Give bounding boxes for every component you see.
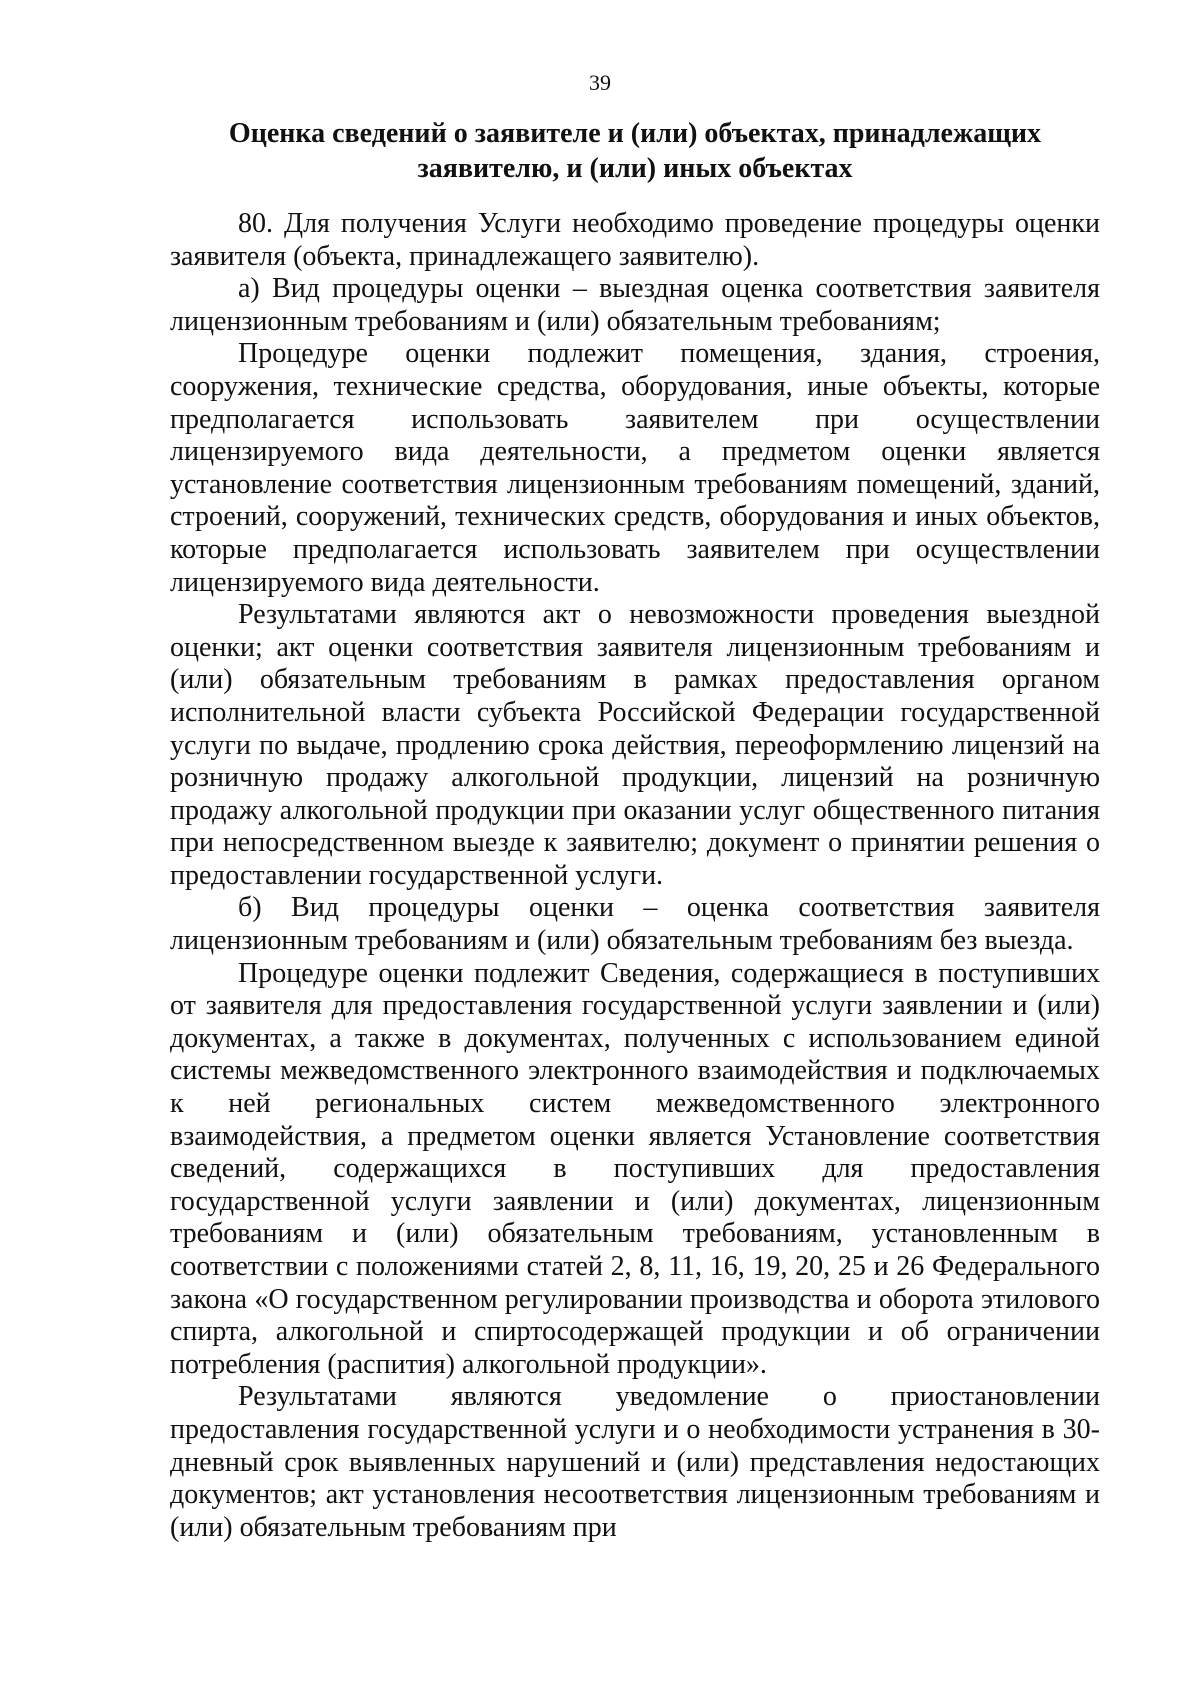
paragraph-a-subject: Процедуре оценки подлежит помещения, здания, строения, сооружения, технические средства, оборудования, иные объекты, которые предполагается использовать заявителем при осуществлении лицензируемого вида деятельности, а предметом оценки является установление соответствия лицензионным требованиям помещений, зданий, строений, сооружений, технических средств, оборудования и иных объектов, которые предполагается использовать заявителем при осуществлении лицензируемого вида деятельности.: [170, 338, 1100, 598]
section-heading-line-2: заявителю, и (или) иных объектах: [417, 153, 853, 184]
paragraph-a-results: Результатами являются акт о невозможности проведения выездной оценки; акт оценки соответствия заявителя лицензионным требованиям и (или) обязательным требованиям в рамках предоставления органом исполнительной власти субъекта Российской Федерации государственной услуги по выдаче, продлению срока действия, переоформлению лицензий на розничную продажу алкогольной продукции, лицензий на розничную продажу алкогольной продукции при оказании услуг общественного питания при непосредственном выезде к заявителю; документ о принятии решения о предоставлении государственной услуги.: [170, 599, 1100, 891]
page-number: 39: [589, 70, 611, 95]
paragraph-b-results: Результатами являются уведомление о приостановлении предоставления государственной услуги и о необходимости устранения в 30-дневный срок выявленных нарушений и (или) представления недостающих документов; акт установления несоответствия лицензионным требованиям и (или) обязательным требованиям при: [170, 1381, 1100, 1543]
paragraph-b-subject: Процедуре оценки подлежит Сведения, содержащиеся в поступивших от заявителя для предоставления государственной услуги заявлении и (или) документах, а также в документах, полученных с использованием единой системы межведомственного электронного взаимодействия и подключаемых к ней региональных систем межведомственного электронного взаимодействия, а предметом оценки является Установление соответствия сведений, содержащихся в поступивших для предоставления государственной услуги заявлении и (или) документах, лицензионным требованиям и (или) обязательным требованиям, установленным в соответствии с положениями статей 2, 8, 11, 16, 19, 20, 25 и 26 Федерального закона «О государственном регулировании производства и оборота этилового спирта, алкогольной и спиртосодержащей продукции и об ограничении потребления (распития) алкогольной продукции».: [170, 957, 1100, 1380]
paragraph-b-procedure-type: б) Вид процедуры оценки – оценка соответствия заявителя лицензионным требованиям и (или) обязательным требованиям без выезда.: [170, 892, 1100, 957]
paragraph-a-procedure-type: а) Вид процедуры оценки – выездная оценка соответствия заявителя лицензионным требованиям и (или) обязательным требованиям;: [170, 273, 1100, 337]
section-heading: [170, 116, 1100, 186]
body-text: [170, 208, 1100, 1544]
section-heading-line-1: Оценка сведений о заявителе и (или) объектах, принадлежащих: [228, 118, 1042, 149]
paragraph-80: 80. Для получения Услуги необходимо проведение процедуры оценки заявителя (объекта, принадлежащего заявителю).: [170, 208, 1100, 272]
